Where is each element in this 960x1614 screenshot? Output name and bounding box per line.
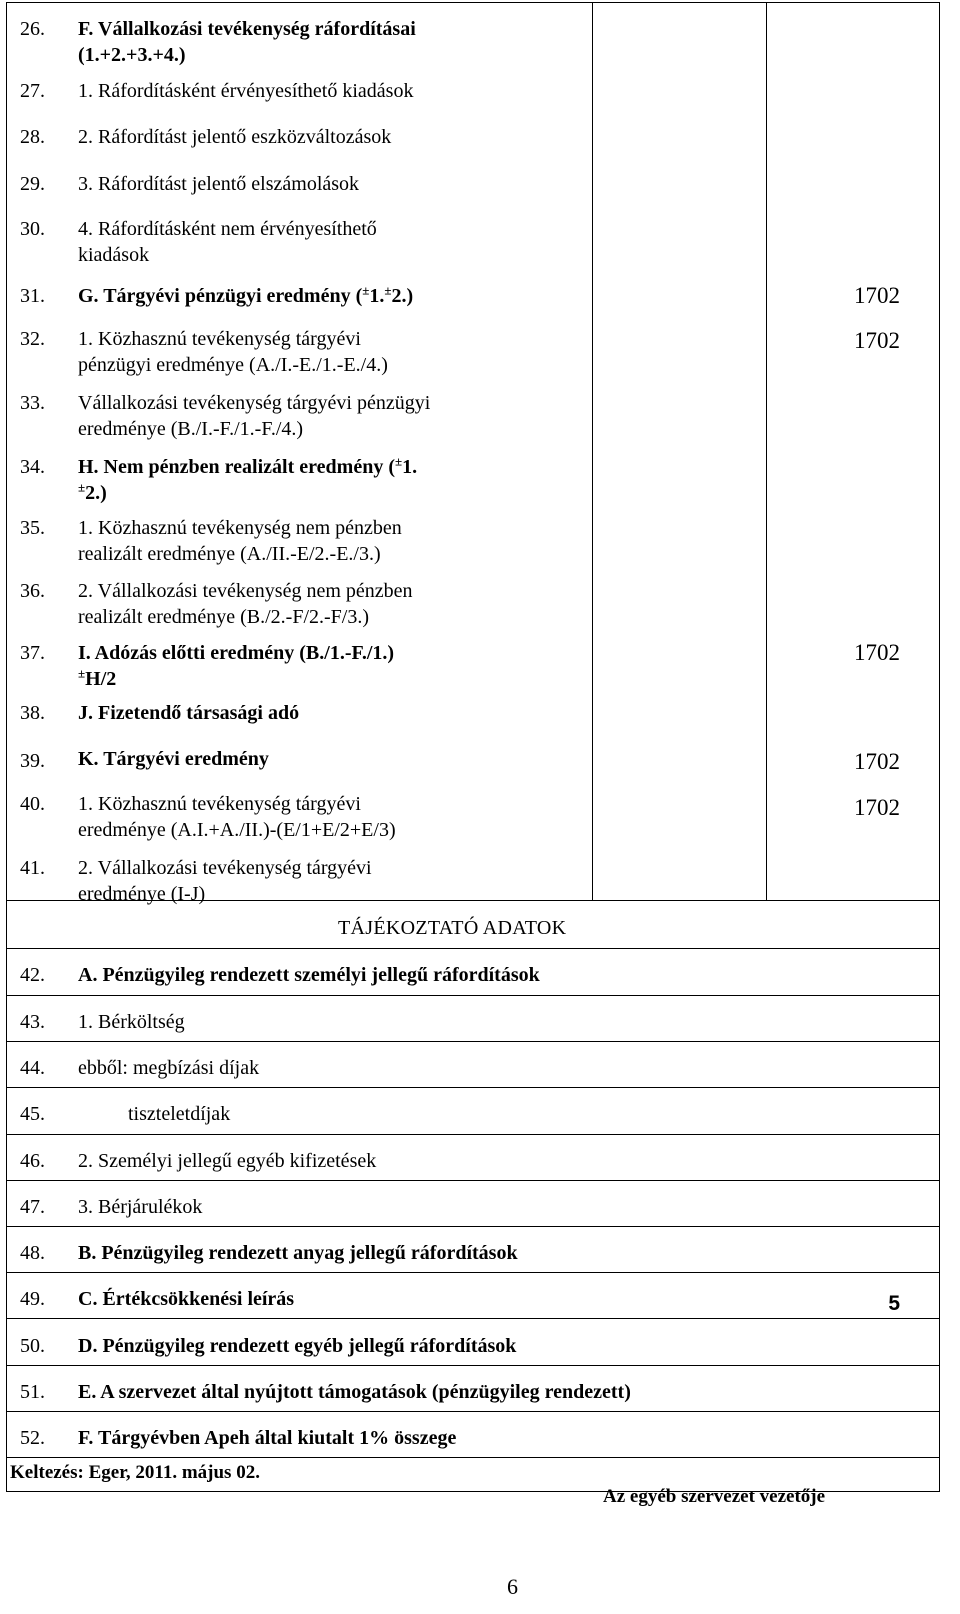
table-border-top [6,2,940,3]
row-number: 38. [20,702,45,724]
row-label: B. Pénzügyileg rendezett anyag jellegű ráfordítások [78,1242,518,1264]
row-label: I. Adózás előtti eredmény (B./1.-F./1.) [78,642,395,664]
row-label: 2. Személyi jellegű egyéb kifizetések [78,1150,377,1172]
row-divider [6,995,940,996]
row-divider [6,1457,940,1458]
row-number: 28. [20,126,45,148]
row-number: 41. [20,857,45,879]
row-value: 1702 [854,328,900,353]
row-label: F. Tárgyévben Apeh által kiutalt 1% összege [78,1427,457,1449]
row-number: 29. [20,173,45,195]
row-number: 39. [20,750,45,772]
row-divider [6,1087,940,1088]
page-number: 6 [507,1574,518,1599]
row-value: 5 [888,1292,900,1315]
row-label-line2: ±2.) [78,479,107,504]
row-label-line2: realizált eredménye (B./2.-F/2.-F/3.) [78,606,370,628]
row-number: 48. [20,1242,45,1264]
section-title: TÁJÉKOZTATÓ ADATOK [338,917,567,939]
row-number: 43. [20,1011,45,1033]
row-label: tiszteletdíjak [128,1103,231,1125]
column-separator [766,2,767,900]
section-divider [6,948,940,949]
row-label: 2. Vállalkozási tevékenység tárgyévi [78,857,372,879]
table-border-left [6,2,7,1492]
row-label: 3. Ráfordítást jelentő elszámolások [78,173,360,195]
row-number: 50. [20,1335,45,1357]
row-label: 3. Bérjárulékok [78,1196,203,1218]
row-label-line2: realizált eredménye (A./II.-E/2.-E./3.) [78,543,381,565]
signature-line: Az egyéb szervezet vezetője [603,1486,826,1507]
row-number: 34. [20,456,45,478]
row-label: ebből: megbízási díjak [78,1057,260,1079]
row-divider [6,1318,940,1319]
row-label: C. Értékcsökkenési leírás [78,1288,295,1310]
row-value: 1702 [854,640,900,665]
row-number: 52. [20,1427,45,1449]
row-label: 1. Közhasznú tevékenység tárgyévi [78,328,361,350]
row-number: 49. [20,1288,45,1310]
row-number: 51. [20,1381,45,1403]
row-label: D. Pénzügyileg rendezett egyéb jellegű ráfordítások [78,1335,517,1357]
row-number: 47. [20,1196,45,1218]
row-label-line2: (1.+2.+3.+4.) [78,44,186,66]
row-number: 44. [20,1057,45,1079]
row-label-line2: eredménye (A.I.+A./II.)-(E/1+E/2+E/3) [78,819,396,841]
row-number: 45. [20,1103,45,1125]
row-number: 40. [20,793,45,815]
row-number: 33. [20,392,45,414]
row-divider [6,1411,940,1412]
row-label-line2: eredménye (I-J) [78,883,206,905]
row-label: 4. Ráfordításként nem érvényesíthető [78,218,377,240]
row-number: 46. [20,1150,45,1172]
row-divider [6,1180,940,1181]
row-number: 30. [20,218,45,240]
column-separator [592,2,593,900]
row-divider [6,1272,940,1273]
row-label: Vállalkozási tevékenység tárgyévi pénzügyi [78,392,431,414]
row-label-line2: pénzügyi eredménye (A./I.-E./1.-E./4.) [78,354,388,376]
row-label: A. Pénzügyileg rendezett személyi jellegű ráfordítások [78,964,540,986]
row-value: 1702 [854,283,900,308]
row-label-line2: ±H/2 [78,665,117,690]
row-divider [6,1226,940,1227]
row-number: 37. [20,642,45,664]
row-label: E. A szervezet által nyújtott támogatások (pénzügyileg rendezett) [78,1381,631,1403]
row-label: H. Nem pénzben realizált eredmény (±1. [78,453,418,478]
row-divider [6,1041,940,1042]
row-number: 42. [20,964,45,986]
row-label: 2. Ráfordítást jelentő eszközváltozások [78,126,392,148]
row-label: G. Tárgyévi pénzügyi eredmény (±1.±2.) [78,282,414,307]
row-label: 1. Közhasznú tevékenység tárgyévi [78,793,361,815]
row-label: 1. Közhasznú tevékenység nem pénzben [78,517,402,539]
row-label-line2: eredménye (B./I.-F./1.-F./4.) [78,418,304,440]
row-number: 35. [20,517,45,539]
row-label: 2. Vállalkozási tevékenység nem pénzben [78,580,413,602]
row-number: 36. [20,580,45,602]
row-label: J. Fizetendő társasági adó [78,702,300,724]
row-divider [6,1365,940,1366]
row-label: 1. Ráfordításként érvényesíthető kiadások [78,80,414,102]
row-label: K. Tárgyévi eredmény [78,748,269,770]
table-border-right [939,2,940,1492]
row-value: 1702 [854,749,900,774]
date-line: Keltezés: Eger, 2011. május 02. [10,1462,260,1483]
row-label: F. Vállalkozási tevékenység ráfordításai [78,18,416,40]
row-number: 27. [20,80,45,102]
row-value: 1702 [854,795,900,820]
row-label-line2: kiadások [78,244,150,266]
row-divider [6,1134,940,1135]
row-label: 1. Bérköltség [78,1011,185,1033]
row-number: 31. [20,285,45,307]
row-number: 32. [20,328,45,350]
row-number: 26. [20,18,45,40]
